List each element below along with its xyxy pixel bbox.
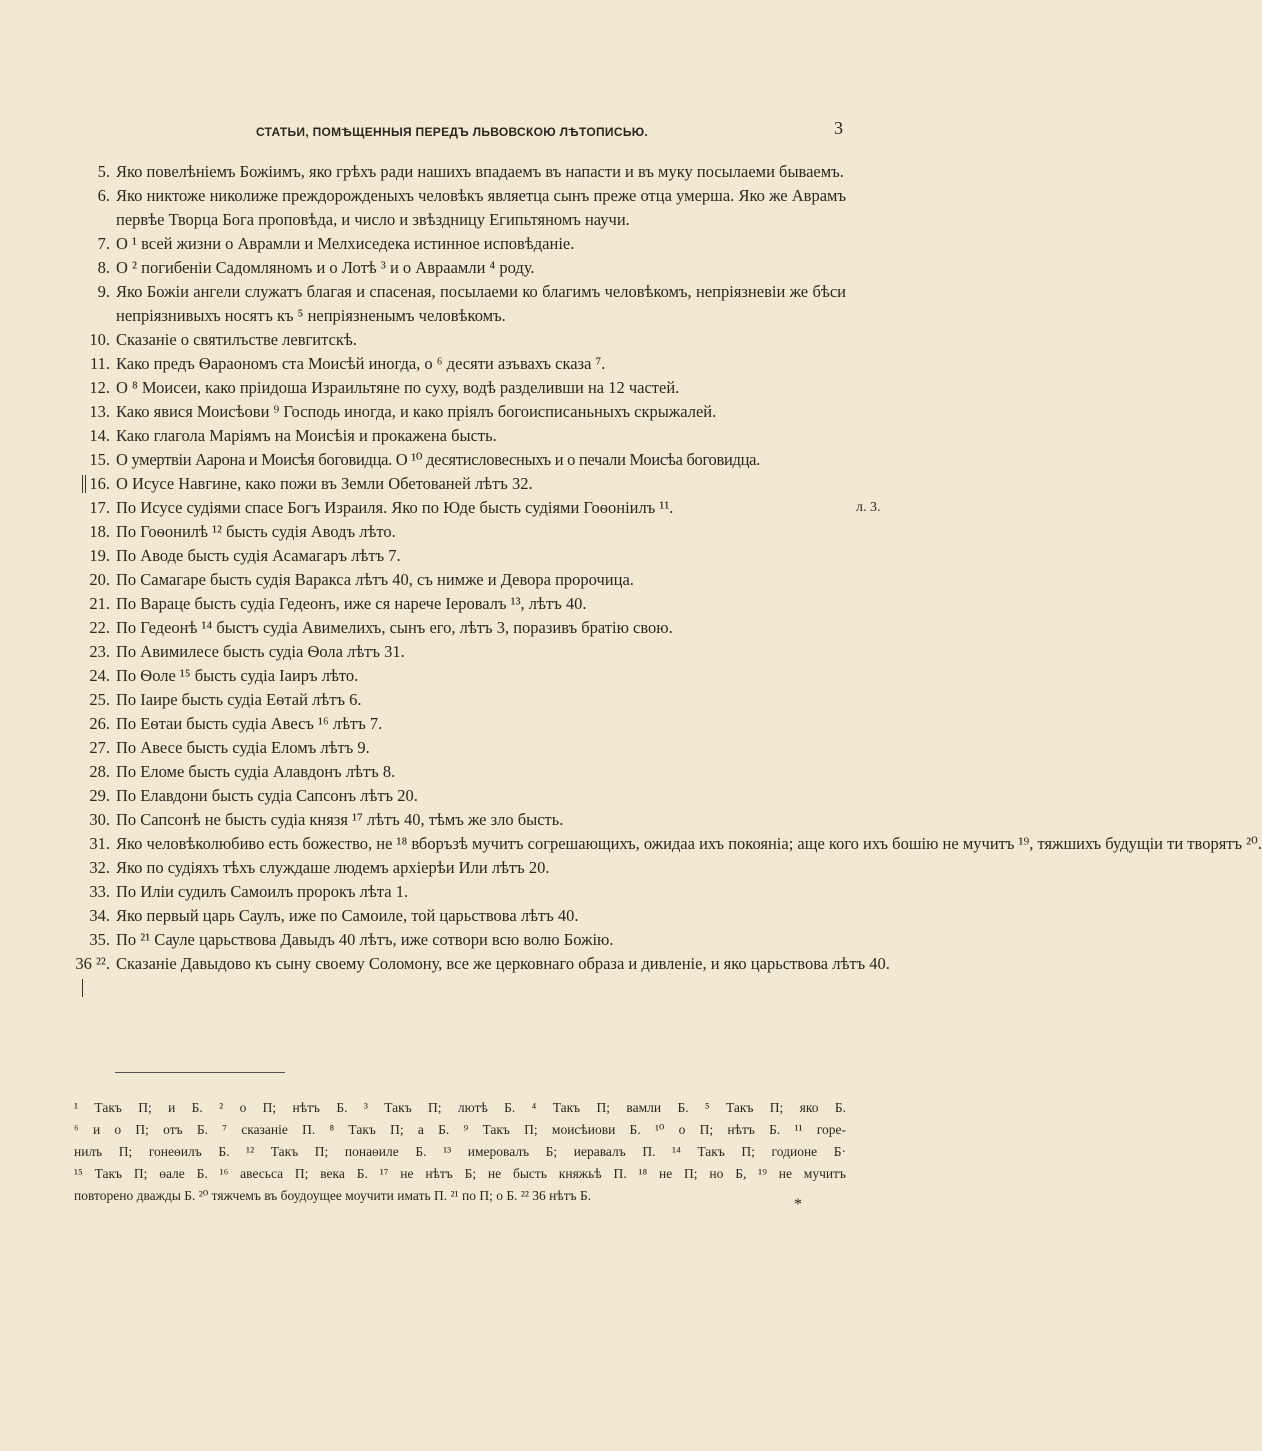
list-item: [0, 232, 904, 256]
entry-number: 14.: [89, 426, 110, 445]
entry-number: 22.: [89, 618, 110, 637]
list-item: [0, 736, 904, 760]
list-item: [0, 784, 904, 808]
entry-text: По Исусе судіями спасе Богъ Израиля. Яко по Юде бысть судіями Гоѳоніилъ ¹¹.: [116, 498, 674, 517]
list-item: [0, 496, 904, 520]
list-item: [0, 832, 1262, 856]
footnote-line: ¹⁵ Такъ П; ѳале Б. ¹⁶ авесьса П; века Б. ¹⁷ не нѣтъ Б; не бысть княжьѣ П. ¹⁸ не П; но Б, ¹⁹ не мучитъ: [74, 1166, 846, 1181]
list-item: [0, 688, 904, 712]
list-item: [0, 400, 904, 424]
entry-text: Яко человѣколюбиво есть божество, не ¹⁸ вборъзѣ мучитъ согрешающихъ, ожидаа ихъ покояніа; аще кого ихъ бошію не мучитъ ¹⁹, тяжшихъ будущіи ти творятъ ²⁰.: [116, 834, 1262, 853]
entry-text: Сказаніе о святилъстве левгитскѣ.: [116, 330, 357, 349]
list-item: [0, 616, 904, 640]
entry-text: Како явися Моисѣови ⁹ Господь иногда, и како пріялъ богоисписаньныхъ скрыжалей.: [116, 402, 717, 421]
list-item: [0, 808, 904, 832]
entry-number: 29.: [89, 786, 110, 805]
margin-bar: [82, 979, 83, 997]
list-item: [0, 184, 904, 232]
entry-text: По Гоѳонилѣ ¹² бысть судія Аводъ лѣто.: [116, 522, 396, 541]
entry-number: 20.: [89, 570, 110, 589]
entry-number: 8.: [97, 258, 110, 277]
list-item: [0, 280, 904, 328]
entry-text: О Исусе Навгине, како пожи въ Земли Обетованей лѣтъ 32.: [116, 474, 533, 493]
entry-text: По Сапсонѣ не бысть судіа князя ¹⁷ лѣтъ 40, тѣмъ же зло бысть.: [116, 810, 564, 829]
entry-number: 12.: [89, 378, 110, 397]
entry-number: 33.: [89, 882, 110, 901]
footnote-divider: [115, 1072, 285, 1073]
entry-number: 30.: [89, 810, 110, 829]
entry-list: [0, 160, 1262, 976]
entry-text: По Аводе бысть судія Асамагаръ лѣтъ 7.: [116, 546, 401, 565]
entry-number: 9.: [97, 282, 110, 301]
entry-number: 31.: [89, 834, 110, 853]
footnote-line: повторено дважды Б. ²⁰ тяжчемъ въ боудоущее моучити имать П. ²¹ по П; о Б. ²² 36 нѣтъ Б.: [74, 1188, 592, 1203]
entry-number: 19.: [89, 546, 110, 565]
entry-number: 32.: [89, 858, 110, 877]
entry-number: 24.: [89, 666, 110, 685]
entry-text: По ²¹ Сауле царьствова Давыдъ 40 лѣтъ, иже сотвори всю волю Божію.: [116, 930, 614, 949]
entry-text: По Елавдони бысть судіа Сапсонъ лѣтъ 20.: [116, 786, 418, 805]
list-item: [0, 904, 904, 928]
entry-number: 36 ²².: [75, 954, 110, 973]
entry-text: Яко никтоже николиже преждорожденыхъ человѣкъ являетца сынъ преже отца умерша. Яко же Аврамъ первѣе Творца Бога проповѣда, и число и звѣздницу Египьтяномъ научи.: [116, 186, 846, 229]
list-item: [0, 952, 904, 976]
entry-number: 13.: [89, 402, 110, 421]
entry-text: Како глагола Маріямъ на Моисѣія и прокажена бысть.: [116, 426, 497, 445]
list-item: [0, 160, 904, 184]
entry-text: Яко повелѣніемъ Божіимъ, яко грѣхъ ради нашихъ впадаемъ въ напасти и въ муку посылаеми бываемъ.: [116, 162, 844, 181]
list-item: [0, 544, 904, 568]
signature-mark: *: [794, 1196, 802, 1213]
entry-text: По Еломе бысть судіа Алавдонъ лѣтъ 8.: [116, 762, 396, 781]
footnote-line: нилъ П; гонеѳилъ Б. ¹² Такъ П; понаѳиле Б. ¹³ имеровалъ Б; иеравалъ П. ¹⁴ Такъ П; годионе Б·: [74, 1144, 846, 1159]
entry-text: По Авимилесе бысть судіа Ѳола лѣтъ 31.: [116, 642, 405, 661]
list-item: [0, 712, 904, 736]
footnote-line: ¹ Такъ П; и Б. ² о П; нѣтъ Б. ³ Такъ П; лютѣ Б. ⁴ Такъ П; вамли Б. ⁵ Такъ П; яко Б.: [74, 1100, 846, 1115]
entry-text: По Ѳоле ¹⁵ бысть судіа Іаиръ лѣто.: [116, 666, 359, 685]
entry-number: 34.: [89, 906, 110, 925]
list-item: [0, 328, 904, 352]
page-number: 3: [834, 118, 843, 138]
entry-text: О умертвіи Аарона и Моисѣя боговидца. О ¹⁰ десятисловесныхъ и о печали Моисѣа боговидца.: [116, 450, 760, 469]
entry-text: О ¹ всей жизни о Аврамли и Мелхиседека истинное исповѣданіе.: [116, 234, 575, 253]
entry-text: По Вараце бысть судіа Гедеонъ, иже ся нарече Іеровалъ ¹³, лѣтъ 40.: [116, 594, 587, 613]
footnotes: [74, 1097, 846, 1207]
entry-number: 16.: [89, 474, 110, 493]
list-item: [0, 472, 904, 496]
entry-number: 27.: [89, 738, 110, 757]
entry-number: 35.: [89, 930, 110, 949]
list-item: [0, 664, 904, 688]
list-item: [0, 856, 904, 880]
entry-number: 23.: [89, 642, 110, 661]
running-header: СТАТЬИ, ПОМѢЩЕННЫЯ ПЕРЕДЪ ЛЬВОВСКОЮ ЛѢТОПИСЬЮ.: [255, 125, 649, 139]
list-item: [0, 520, 904, 544]
list-item: [0, 376, 904, 400]
list-item: [0, 568, 904, 592]
list-item: [0, 928, 904, 952]
entry-number: 28.: [89, 762, 110, 781]
list-item: [0, 424, 904, 448]
entry-number: 18.: [89, 522, 110, 541]
entry-text: О ⁸ Моисеи, како пріидоша Израильтяне по суху, водѣ разделивши на 12 частей.: [116, 378, 680, 397]
entry-text: По Авесе бысть судіа Еломъ лѣтъ 9.: [116, 738, 370, 757]
entry-number: 11.: [89, 354, 110, 373]
list-item: [0, 256, 904, 280]
entry-number: 25.: [89, 690, 110, 709]
footnote-line: ⁶ и о П; отъ Б. ⁷ сказаніе П. ⁸ Такъ П; а Б. ⁹ Такъ П; моисѣиови Б. ¹⁰ о П; нѣтъ Б. ¹¹ горе-: [74, 1122, 846, 1137]
entry-text: По Самагаре бысть судія Варакса лѣтъ 40, съ нимже и Девора пророчица.: [116, 570, 634, 589]
entry-number: 26.: [89, 714, 110, 733]
entry-text: По Гедеонѣ ¹⁴ быстъ судіа Авимелихъ, сынъ его, лѣтъ 3, поразивъ братію свою.: [116, 618, 673, 637]
entry-number: 6.: [97, 186, 110, 205]
entry-text: Яко первый царь Саулъ, иже по Самоиле, той царьствова лѣтъ 40.: [116, 906, 579, 925]
entry-number: 10.: [89, 330, 110, 349]
entry-number: 7.: [97, 234, 110, 253]
list-item: [0, 640, 904, 664]
entry-number: 21.: [89, 594, 110, 613]
list-item: [0, 352, 904, 376]
list-item: [0, 880, 904, 904]
list-item: [0, 760, 904, 784]
entry-number: 5.: [97, 162, 110, 181]
list-item: [0, 448, 904, 472]
entry-text: Сказаніе Давыдово къ сыну своему Соломону, все же церковнаго образа и дивленіе, и яко царьствова лѣтъ 40.: [116, 954, 890, 973]
entry-text: По Еѳтаи бысть судіа Авесъ ¹⁶ лѣтъ 7.: [116, 714, 383, 733]
entry-text: По Иліи судилъ Самоилъ пророкъ лѣта 1.: [116, 882, 409, 901]
entry-text: Яко по судіяхъ тѣхъ служдаше людемъ архіерѣи Или лѣтъ 20.: [116, 858, 550, 877]
entry-text: Како предъ Ѳараономъ ста Моисѣй иногда, о ⁶ десяти азъвахъ сказа ⁷.: [116, 354, 606, 373]
entry-text: О ² погибеніи Садомляномъ и о Лотѣ ³ и о Авраамли ⁴ роду.: [116, 258, 535, 277]
entry-text: Яко Божіи ангели служатъ благая и спасеная, посылаеми ко благимъ человѣкомъ, непріязневіи же бѣси непріязнивыхъ носятъ къ ⁵ непріязненымъ человѣкомъ.: [116, 282, 846, 325]
entry-text: По Іаире бысть судіа Еѳтай лѣтъ 6.: [116, 690, 362, 709]
entry-number: 15.: [89, 450, 110, 469]
list-item: [0, 592, 904, 616]
entry-number: 17.: [89, 498, 110, 517]
margin-note: л. 3.: [856, 500, 881, 515]
